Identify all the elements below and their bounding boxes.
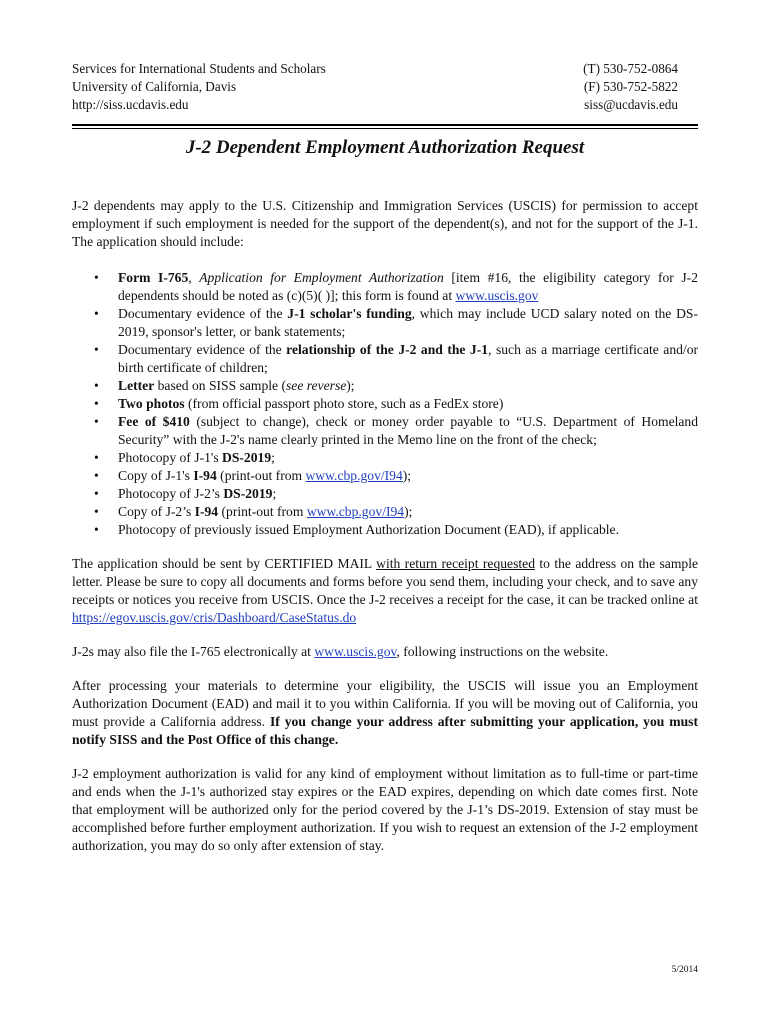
list-item: • Photocopy of previously issued Employment Authorization Document (EAD), if applicable. (94, 522, 619, 537)
case-status-link[interactable]: https://egov.uscis.gov/cris/Dashboard/CaseStatus.do (72, 610, 357, 625)
list-item: • Documentary evidence of the relationship of the J-2 and the J-1, such as a marriage certificate and/or birth certificate of children; (94, 342, 699, 375)
document-body (72, 197, 698, 855)
list-item: • Photocopy of J-1's DS-2019; (94, 450, 275, 465)
bullet-icon: • (94, 270, 99, 285)
bullet-icon: • (94, 342, 99, 357)
list-item: • Two photos (from official passport photo store, such as a FedEx store) (94, 396, 504, 411)
bullet-icon: • (94, 504, 99, 519)
revision-date: 5/2014 (671, 965, 698, 975)
header-divider-thick (72, 124, 698, 126)
mailing-paragraph: The application should be sent by CERTIFIED MAIL with return receipt requested to the address on the sample letter. Please be sure to copy all documents and forms before you send them, including your check, and to save any receipts or notices you receive from USCIS. Once the J-2 receives a receipt for the case, it can be tracked online at https://egov.uscis.gov/cris/Dashboard/CaseStatus.do (72, 556, 699, 625)
uscis-link[interactable]: www.uscis.gov (455, 288, 539, 303)
list-item: • Fee of $410 (subject to change), check or money order payable to “U.S. Department of Homeland Security” with the J-2's name clearly printed in the Memo line on the front of the check; (94, 414, 699, 447)
page-title: J-2 Dependent Employment Authorization Request (185, 137, 585, 158)
bullet-icon: • (94, 414, 99, 429)
org-info (72, 60, 326, 114)
bullet-icon: • (94, 468, 99, 483)
bullet-icon: • (94, 396, 99, 411)
university-name: University of California, Davis (72, 79, 237, 94)
uscis-link[interactable]: www.uscis.gov (314, 644, 397, 659)
requirements-list (72, 269, 698, 539)
efile-paragraph: J-2s may also file the I-765 electronically at www.uscis.gov, following instructions on the website. (72, 644, 609, 659)
website-url: http://siss.ucdavis.edu (72, 97, 189, 112)
bullet-icon: • (94, 450, 99, 465)
cbp-i94-link[interactable]: www.cbp.gov/I94 (306, 504, 405, 519)
bullet-icon: • (94, 378, 99, 393)
header-divider-thin (72, 128, 698, 129)
intro-paragraph: J-2 dependents may apply to the U.S. Citizenship and Immigration Services (USCIS) for permission to accept employment if such employment is needed for the support of the dependent(s), and not for the support of the J-1. The application should include: (72, 198, 698, 249)
bullet-icon: • (94, 306, 99, 321)
list-item: • Copy of J-1's I-94 (print-out from www.cbp.gov/I94); (94, 468, 412, 483)
contact-info (583, 60, 678, 114)
list-item: • Letter based on SISS sample (see reverse); (94, 378, 355, 393)
processing-paragraph: After processing your materials to determine your eligibility, the USCIS will issue you an Employment Authorization Document (EAD) and mail it to you within California. If you will be moving out of California, you must provide a California address. If you change your address after submitting your application, you must notify SISS and the Post Office of this change. (72, 678, 698, 747)
list-item: • Copy of J-2’s I-94 (print-out from www.cbp.gov/I94); (94, 504, 413, 519)
bullet-icon: • (94, 522, 99, 537)
list-item: • Documentary evidence of the J-1 scholar's funding, which may include UCD salary noted on the DS-2019, sponsor's letter, or bank statements; (94, 306, 698, 339)
cbp-i94-link[interactable]: www.cbp.gov/I94 (305, 468, 403, 483)
validity-paragraph: J-2 employment authorization is valid for any kind of employment without limitation as to full-time or part-time and ends when the J-1's authorized stay expires or the EAD expires, depending on which date comes first. Note that employment will be authorized only for the period covered by the J-1’s DS-2019. Extension of stay must be accomplished before further employment authorization. If you wish to request an extension of the J-2 employment authorization, you may do so only after extension of stay. (72, 766, 698, 853)
email-address: siss@ucdavis.edu (584, 97, 678, 112)
org-name: Services for International Students and Scholars (72, 61, 326, 76)
list-item: • Form I-765, Application for Employment Authorization [item #16, the eligibility category for J-2 dependents should be noted as (c)(5)( )]; this form is found at www.uscis.gov (94, 270, 699, 303)
fax-number: (F) 530-752-5822 (583, 79, 678, 94)
bullet-icon: • (94, 486, 99, 501)
phone-number: (T) 530-752-0864 (583, 61, 678, 76)
list-item: • Photocopy of J-2’s DS-2019; (94, 486, 277, 501)
